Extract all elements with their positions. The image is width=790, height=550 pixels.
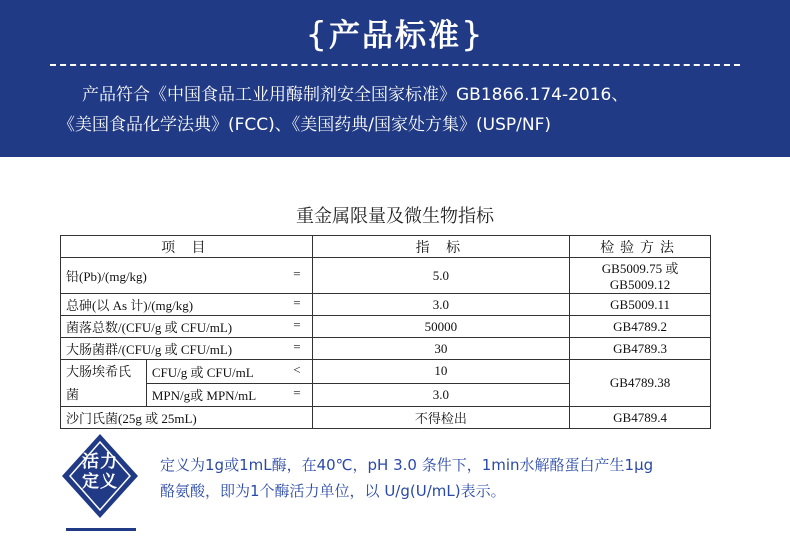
definition-line-1: 定义为1g或1mL酶，在40℃，pH 3.0 条件下，1min水解酪蛋白产生1μg [160, 456, 654, 474]
row-item: 总砷(以 As 计)/(mg/kg) [66, 298, 194, 313]
ecoli-label-line1: 大肠埃希氏 [66, 364, 132, 379]
row-value: 50000 [312, 316, 570, 338]
ecoli-sub1-value: 10 [312, 360, 570, 384]
row-item-cell [61, 338, 313, 360]
row-item-cell [61, 294, 313, 316]
row-op: = [293, 295, 301, 310]
header-spec: 指 标 [312, 236, 570, 258]
activity-definition-badge [60, 432, 140, 528]
row-value: 3.0 [312, 294, 570, 316]
table-row [61, 407, 711, 429]
ecoli-sub1-unit: CFU/g 或 CFU/mL [151, 364, 254, 380]
row-method: GB5009.75 或 GB5009.12 [570, 258, 711, 294]
badge-text [60, 452, 140, 492]
standards-line-2: 《美国食品化学法典》(FCC)、《美国药典/国家处方集》(USP/NF) [58, 115, 551, 135]
row-item: 菌落总数/(CFU/g 或 CFU/mL) [66, 320, 233, 335]
row-method: GB4789.2 [570, 316, 711, 338]
table-row [61, 316, 711, 338]
row-op: = [293, 317, 301, 332]
table-row [61, 258, 711, 294]
ecoli-sub2-op: = [293, 385, 301, 401]
salmonella-method: GB4789.4 [570, 407, 711, 429]
row-op: = [293, 339, 301, 354]
brace-close: } [461, 15, 485, 55]
row-method: GB4789.3 [570, 338, 711, 360]
table-title: 重金属限量及微生物指标 [296, 206, 494, 227]
ecoli-sub2-cell [146, 383, 312, 407]
ecoli-sub1-op: < [293, 361, 301, 377]
title-text: 产品标准 [329, 18, 461, 54]
table-header-row [61, 236, 711, 258]
row-value: 5.0 [312, 258, 570, 294]
ecoli-sub1-cell [146, 360, 312, 384]
badge-line-2: 定义 [82, 472, 118, 492]
header-banner [0, 0, 790, 157]
row-method: GB5009.11 [570, 294, 711, 316]
salmonella-value: 不得检出 [312, 407, 570, 429]
definition-text [160, 452, 760, 504]
ecoli-sub2-unit: MPN/g或 MPN/mL [151, 388, 257, 404]
row-value: 30 [312, 338, 570, 360]
table-row [61, 338, 711, 360]
row-op: = [293, 266, 301, 281]
dashed-divider [50, 64, 740, 66]
header-item: 项 目 [61, 236, 313, 258]
badge-line-1: 活力 [82, 452, 118, 472]
page-title [0, 10, 790, 55]
row-item: 铅(Pb)/(mg/kg) [66, 269, 147, 284]
header-method: 检验方法 [570, 236, 711, 258]
definition-line-2: 酪氨酸，即为1个酶活力单位，以 U/g(U/mL)表示。 [160, 482, 506, 500]
table-row-ecoli-1 [61, 360, 711, 384]
ecoli-sub2-value: 3.0 [312, 383, 570, 407]
badge-underline [66, 528, 136, 531]
row-item-cell [61, 258, 313, 294]
row-item-cell [61, 316, 313, 338]
salmonella-item: 沙门氏菌(25g 或 25mL) [61, 407, 313, 429]
standards-line-1: 产品符合《中国食品工业用酶制剂安全国家标准》GB1866.174-2016、 [82, 85, 629, 105]
standards-text [58, 80, 748, 140]
table-row [61, 294, 711, 316]
ecoli-method: GB4789.38 [570, 360, 711, 407]
spec-table [60, 235, 711, 429]
ecoli-label-line2: 菌 [66, 387, 80, 402]
row-item: 大肠菌群/(CFU/g 或 CFU/mL) [66, 342, 233, 357]
brace-open: { [305, 15, 329, 55]
ecoli-label [61, 360, 147, 407]
